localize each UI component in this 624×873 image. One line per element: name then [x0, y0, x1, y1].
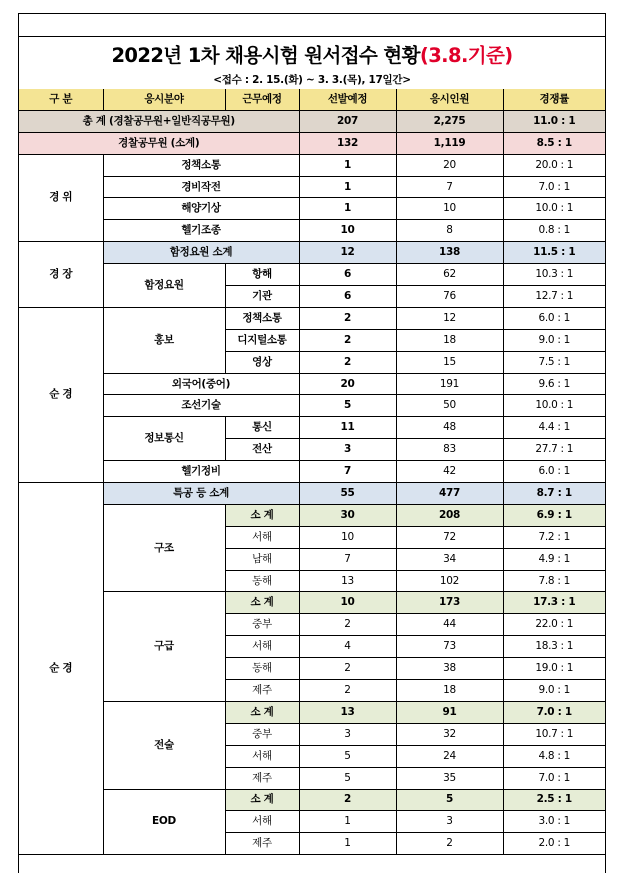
region-applicants: 24 [396, 745, 503, 767]
region-planned: 3 [299, 723, 396, 745]
group-subtotal-rate: 17.3 : 1 [503, 592, 605, 614]
field-shipbuilding: 조선기술 [103, 395, 299, 417]
field-it: 정보통신 [103, 417, 225, 461]
group-subtotal-applicants: 91 [396, 701, 503, 723]
group-subtotal-rate: 7.0 : 1 [503, 701, 605, 723]
region-label: 제주 [225, 833, 299, 855]
gyeongwi-rate: 10.0 : 1 [503, 198, 605, 220]
title-main: 2022년 1차 채용시험 원서접수 현황 [111, 44, 420, 67]
region-label: 서해 [225, 745, 299, 767]
gyeongwi-planned: 1 [299, 198, 396, 220]
group-subtotal-row [19, 504, 605, 526]
category-gyeongjang: 경 장 [19, 242, 103, 308]
gyeongwi-applicants: 8 [396, 220, 503, 242]
field-foreign-language: 외국어(중어) [103, 373, 299, 395]
work-label: 통신 [225, 417, 299, 439]
region-label: 서해 [225, 636, 299, 658]
field-label: 해양기상 [103, 198, 299, 220]
gyeongwi-row [19, 220, 605, 242]
shipbuilding-row [19, 395, 605, 417]
gyeongwi-row [19, 176, 605, 198]
shipbuilding-planned: 5 [299, 395, 396, 417]
field-pr: 홍보 [103, 307, 225, 373]
group-subtotal-label: 소 계 [225, 592, 299, 614]
foreign-language-row [19, 373, 605, 395]
field-special-group: 구급 [103, 592, 225, 701]
ship-crew-subtotal-planned: 12 [299, 242, 396, 264]
ship-crew-applicants: 76 [396, 286, 503, 308]
special-subtotal-planned: 55 [299, 483, 396, 505]
region-applicants: 35 [396, 767, 503, 789]
group-subtotal-row [19, 592, 605, 614]
region-planned: 1 [299, 811, 396, 833]
grand-total-rate: 11.0 : 1 [503, 110, 605, 132]
header-category: 구 분 [19, 89, 103, 110]
shipbuilding-applicants: 50 [396, 395, 503, 417]
grand-total-applicants: 2,275 [396, 110, 503, 132]
region-applicants: 73 [396, 636, 503, 658]
header-row [19, 89, 605, 110]
field-special-group: EOD [103, 789, 225, 855]
title-date-highlight: (3.8.기준) [419, 44, 513, 67]
pr-rate: 6.0 : 1 [503, 307, 605, 329]
work-label: 영상 [225, 351, 299, 373]
region-applicants: 72 [396, 526, 503, 548]
it-rate: 27.7 : 1 [503, 439, 605, 461]
region-label: 중부 [225, 723, 299, 745]
field-ship-crew: 함정요원 [103, 264, 225, 308]
heli-maintenance-row [19, 461, 605, 483]
police-subtotal-applicants: 1,119 [396, 132, 503, 154]
gyeongwi-rate: 0.8 : 1 [503, 220, 605, 242]
heli-maintenance-applicants: 42 [396, 461, 503, 483]
ship-crew-planned: 6 [299, 286, 396, 308]
region-rate: 7.0 : 1 [503, 767, 605, 789]
ship-crew-subtotal-label: 함정요원 소계 [103, 242, 299, 264]
region-planned: 10 [299, 526, 396, 548]
region-rate: 9.0 : 1 [503, 680, 605, 702]
ship-crew-subtotal-applicants: 138 [396, 242, 503, 264]
it-planned: 11 [299, 417, 396, 439]
region-planned: 4 [299, 636, 396, 658]
gyeongwi-row [19, 154, 605, 176]
group-subtotal-row [19, 789, 605, 811]
region-label: 서해 [225, 526, 299, 548]
region-planned: 5 [299, 767, 396, 789]
region-rate: 10.7 : 1 [503, 723, 605, 745]
status-table-body [19, 89, 605, 855]
field-label: 헬기조종 [103, 220, 299, 242]
page-title [19, 40, 605, 68]
pr-rate: 7.5 : 1 [503, 351, 605, 373]
category-gyeongwi: 경 위 [19, 154, 103, 242]
special-subtotal-label: 특공 등 소계 [103, 483, 299, 505]
special-subtotal-applicants: 477 [396, 483, 503, 505]
gyeongwi-applicants: 10 [396, 198, 503, 220]
region-applicants: 2 [396, 833, 503, 855]
it-rate: 4.4 : 1 [503, 417, 605, 439]
header-planned: 선발예정 [299, 89, 396, 110]
it-applicants: 48 [396, 417, 503, 439]
gyeongwi-planned: 1 [299, 176, 396, 198]
region-planned: 7 [299, 548, 396, 570]
gyeongwi-rate: 20.0 : 1 [503, 154, 605, 176]
gyeongwi-planned: 10 [299, 220, 396, 242]
gyeongwi-row [19, 198, 605, 220]
work-label: 항해 [225, 264, 299, 286]
region-applicants: 44 [396, 614, 503, 636]
region-planned: 2 [299, 680, 396, 702]
pr-planned: 2 [299, 307, 396, 329]
pr-applicants: 12 [396, 307, 503, 329]
header-field: 응시분야 [103, 89, 225, 110]
region-label: 제주 [225, 680, 299, 702]
group-subtotal-planned: 10 [299, 592, 396, 614]
group-subtotal-row [19, 701, 605, 723]
pr-applicants: 15 [396, 351, 503, 373]
pr-rate: 9.0 : 1 [503, 329, 605, 351]
grand-total-row [19, 110, 605, 132]
gyeongwi-applicants: 20 [396, 154, 503, 176]
foreign-language-planned: 20 [299, 373, 396, 395]
region-applicants: 102 [396, 570, 503, 592]
header-rate: 경쟁률 [503, 89, 605, 110]
region-rate: 7.8 : 1 [503, 570, 605, 592]
special-subtotal-row [19, 483, 605, 505]
region-label: 동해 [225, 658, 299, 680]
grand-total-planned: 207 [299, 110, 396, 132]
group-subtotal-planned: 2 [299, 789, 396, 811]
group-subtotal-label: 소 계 [225, 504, 299, 526]
gyeongwi-rate: 7.0 : 1 [503, 176, 605, 198]
application-period: <접수 : 2. 15.(화) ~ 3. 3.(목), 17일간> [213, 74, 411, 86]
region-label: 동해 [225, 570, 299, 592]
field-label: 경비작전 [103, 176, 299, 198]
it-planned: 3 [299, 439, 396, 461]
heli-maintenance-planned: 7 [299, 461, 396, 483]
region-planned: 13 [299, 570, 396, 592]
field-special-group: 구조 [103, 504, 225, 592]
police-subtotal-rate: 8.5 : 1 [503, 132, 605, 154]
category-sungyeong-special: 순 경 [19, 483, 103, 855]
foreign-language-rate: 9.6 : 1 [503, 373, 605, 395]
group-subtotal-rate: 6.9 : 1 [503, 504, 605, 526]
region-applicants: 34 [396, 548, 503, 570]
group-subtotal-applicants: 5 [396, 789, 503, 811]
region-rate: 22.0 : 1 [503, 614, 605, 636]
pr-row [19, 307, 605, 329]
ship-crew-applicants: 62 [396, 264, 503, 286]
police-subtotal-planned: 132 [299, 132, 396, 154]
region-label: 제주 [225, 767, 299, 789]
foreign-language-applicants: 191 [396, 373, 503, 395]
region-label: 서해 [225, 811, 299, 833]
ship-crew-subtotal-row [19, 242, 605, 264]
shipbuilding-rate: 10.0 : 1 [503, 395, 605, 417]
status-table [19, 89, 605, 855]
work-label: 디지털소통 [225, 329, 299, 351]
region-applicants: 3 [396, 811, 503, 833]
header-applicants: 응시인원 [396, 89, 503, 110]
region-rate: 7.2 : 1 [503, 526, 605, 548]
region-label: 중부 [225, 614, 299, 636]
header-work: 근무예정 [225, 89, 299, 110]
document-frame [18, 13, 606, 873]
region-rate: 19.0 : 1 [503, 658, 605, 680]
group-subtotal-planned: 30 [299, 504, 396, 526]
group-subtotal-rate: 2.5 : 1 [503, 789, 605, 811]
region-applicants: 32 [396, 723, 503, 745]
field-label: 정책소통 [103, 154, 299, 176]
pr-applicants: 18 [396, 329, 503, 351]
it-applicants: 83 [396, 439, 503, 461]
it-row [19, 417, 605, 439]
police-subtotal-row [19, 132, 605, 154]
work-label: 정책소통 [225, 307, 299, 329]
gyeongwi-applicants: 7 [396, 176, 503, 198]
region-rate: 18.3 : 1 [503, 636, 605, 658]
region-rate: 3.0 : 1 [503, 811, 605, 833]
region-planned: 2 [299, 658, 396, 680]
field-heli-maintenance: 헬기정비 [103, 461, 299, 483]
region-planned: 2 [299, 614, 396, 636]
pr-planned: 2 [299, 351, 396, 373]
ship-crew-rate: 12.7 : 1 [503, 286, 605, 308]
region-applicants: 38 [396, 658, 503, 680]
group-subtotal-planned: 13 [299, 701, 396, 723]
ship-crew-planned: 6 [299, 264, 396, 286]
ship-crew-rate: 10.3 : 1 [503, 264, 605, 286]
heli-maintenance-rate: 6.0 : 1 [503, 461, 605, 483]
group-subtotal-applicants: 208 [396, 504, 503, 526]
grand-total-label: 총 계 (경찰공무원+일반직공무원) [19, 110, 299, 132]
category-sungyeong: 순 경 [19, 307, 103, 482]
group-subtotal-label: 소 계 [225, 789, 299, 811]
pr-planned: 2 [299, 329, 396, 351]
ship-crew-subtotal-rate: 11.5 : 1 [503, 242, 605, 264]
police-subtotal-label: 경찰공무원 (소계) [19, 132, 299, 154]
special-subtotal-rate: 8.7 : 1 [503, 483, 605, 505]
region-rate: 4.8 : 1 [503, 745, 605, 767]
ship-crew-row [19, 264, 605, 286]
field-special-group: 전술 [103, 701, 225, 789]
region-rate: 4.9 : 1 [503, 548, 605, 570]
group-subtotal-applicants: 173 [396, 592, 503, 614]
region-planned: 5 [299, 745, 396, 767]
region-label: 남해 [225, 548, 299, 570]
group-subtotal-label: 소 계 [225, 701, 299, 723]
gyeongwi-planned: 1 [299, 154, 396, 176]
work-label: 전산 [225, 439, 299, 461]
work-label: 기관 [225, 286, 299, 308]
region-planned: 1 [299, 833, 396, 855]
region-rate: 2.0 : 1 [503, 833, 605, 855]
region-applicants: 18 [396, 680, 503, 702]
